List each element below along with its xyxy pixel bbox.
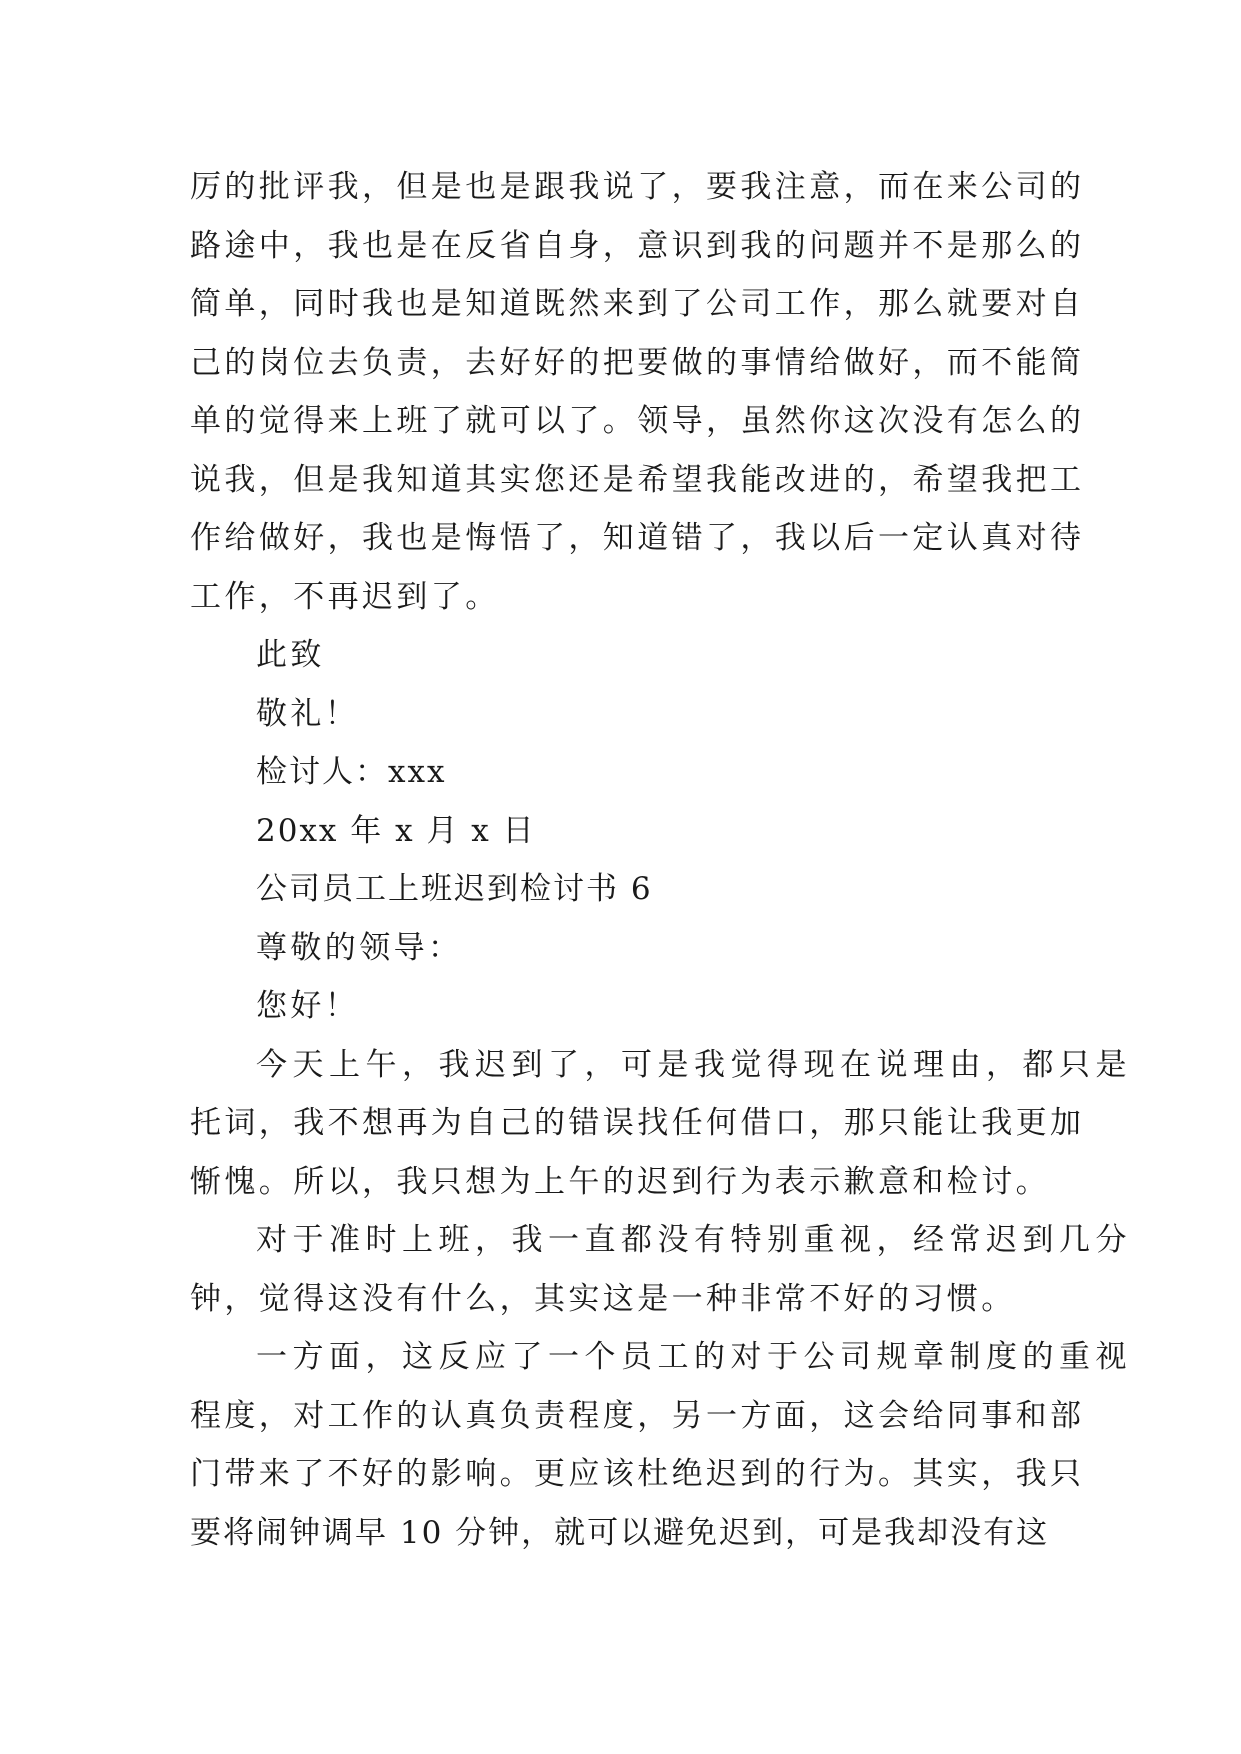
signer-line: 检讨人：xxx: [256, 754, 447, 790]
date-line: 20xx 年 x 月 x 日: [256, 812, 536, 849]
greeting: 您好！: [256, 988, 360, 1024]
text-line: 路途中，我也是在反省自身，意识到我的问题并不是那么的: [190, 227, 1085, 264]
text-line: 单的觉得来上班了就可以了。领导，虽然你这次没有怎么的: [190, 403, 1085, 439]
text-line: 程度，对工作的认真负责程度，另一方面，这会给同事和部: [190, 1397, 1085, 1434]
text-line: 工作，不再迟到了。: [190, 578, 500, 615]
text-line: 惭愧。所以，我只想为上午的迟到行为表示歉意和检讨。: [190, 1163, 1050, 1200]
document-page: [190, 158, 1132, 1562]
text-line: 己的岗位去负责，去好好的把要做的事情给做好，而不能简: [190, 344, 1085, 381]
text-line: 一方面，这反应了一个员工的对于公司规章制度的重视: [256, 1339, 1132, 1375]
text-line: 钟，觉得这没有什么，其实这是一种非常不好的习惯。: [190, 1280, 1016, 1317]
paragraph-2: [190, 1036, 1132, 1212]
paragraph-3: [190, 1211, 1132, 1328]
salutation: 尊敬的领导：: [256, 929, 463, 966]
text-line: 对于准时上班，我一直都没有特别重视，经常迟到几分: [256, 1222, 1132, 1258]
paragraph-1: [190, 158, 1085, 626]
paragraph-4: [190, 1328, 1132, 1562]
closing-line-2: 敬礼！: [256, 695, 360, 732]
text-line: 厉的批评我，但是也是跟我说了，要我注意，而在来公司的: [190, 169, 1085, 205]
closing-line-1: 此致: [256, 637, 325, 673]
text-line: 今天上午，我迟到了，可是我觉得现在说理由，都只是: [256, 1046, 1132, 1083]
section-title: 公司员工上班迟到检讨书 6: [256, 871, 653, 907]
text-line: 门带来了不好的影响。更应该杜绝迟到的行为。其实，我只: [190, 1456, 1085, 1492]
text-line: 托词，我不想再为自己的错误找任何借口，那只能让我更加: [190, 1105, 1085, 1141]
text-line: 要将闹钟调早 10 分钟，就可以避免迟到，可是我却没有这: [190, 1514, 1050, 1551]
text-line: 作给做好，我也是悔悟了，知道错了，我以后一定认真对待: [190, 520, 1085, 556]
text-line: 说我，但是我知道其实您还是希望我能改进的，希望我把工: [190, 461, 1085, 498]
text-line: 简单，同时我也是知道既然来到了公司工作，那么就要对自: [190, 286, 1085, 322]
